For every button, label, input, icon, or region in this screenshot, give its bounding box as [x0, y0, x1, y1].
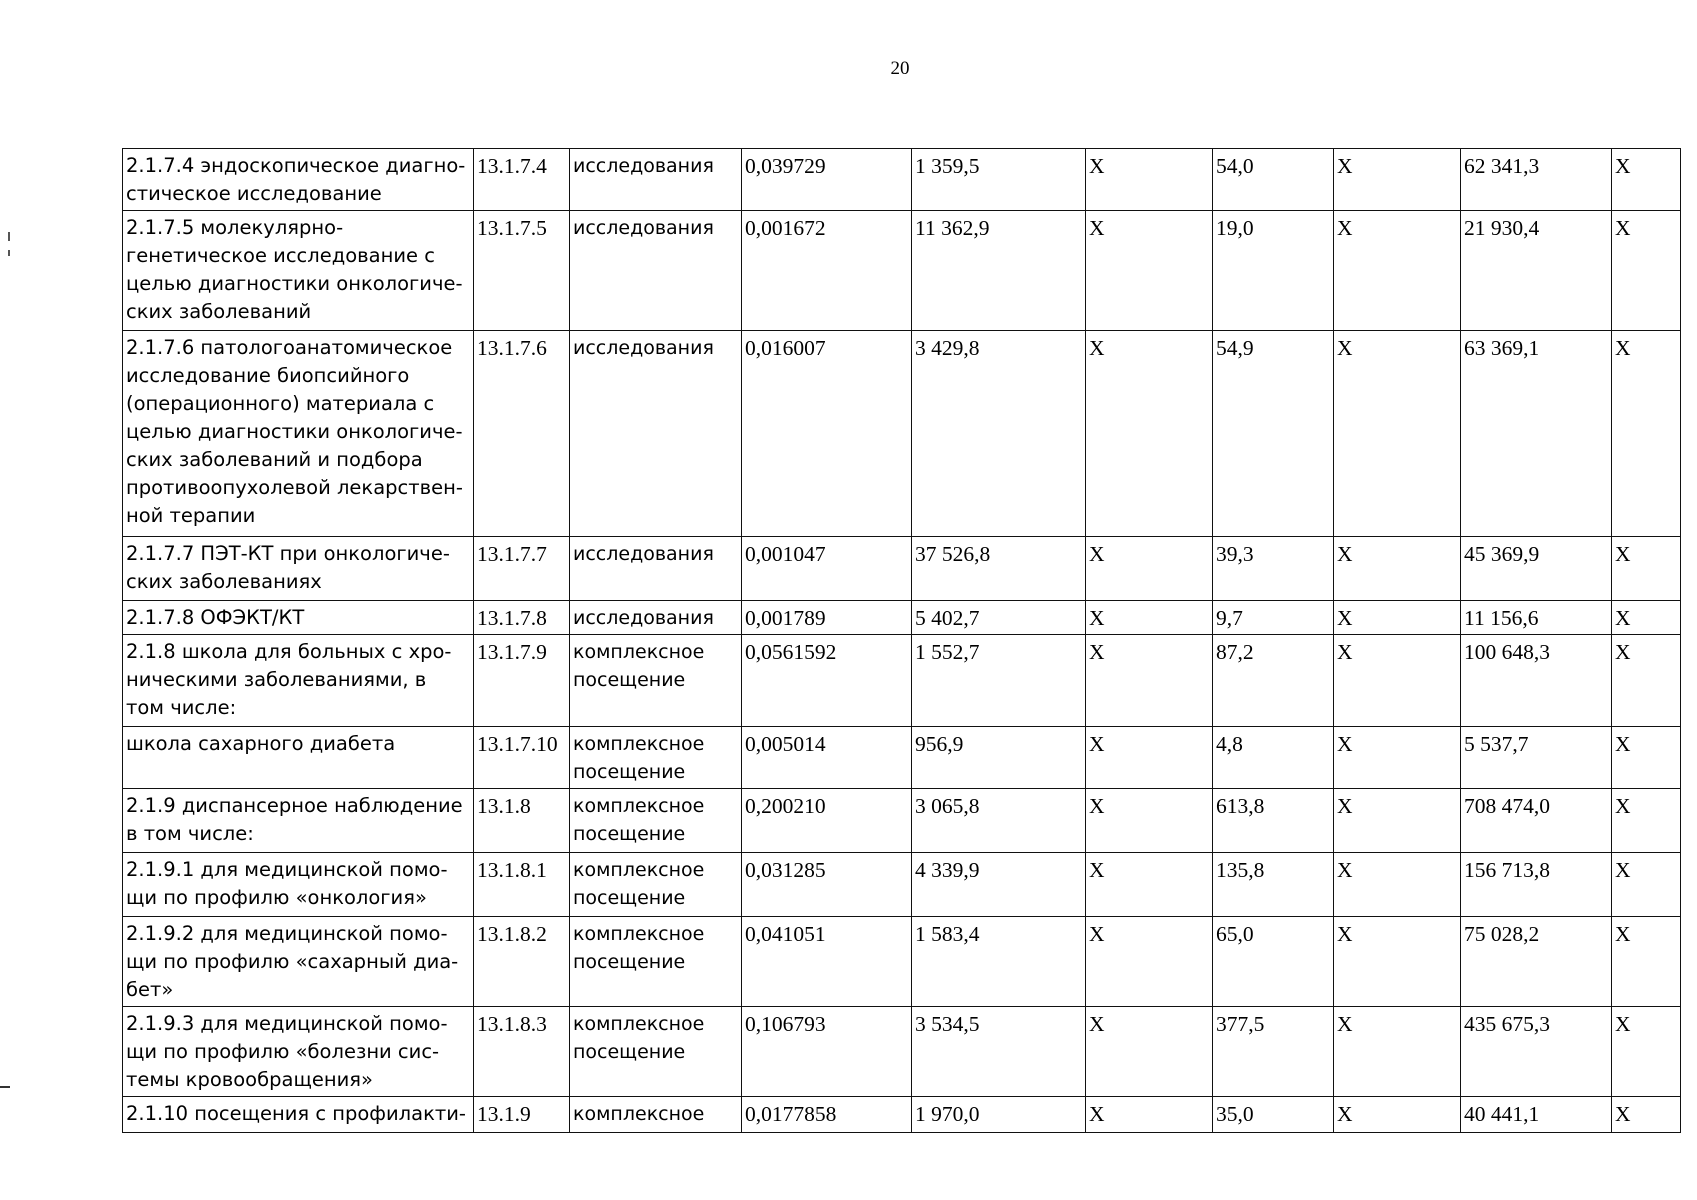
service-name-cell: 2.1.7.7 ПЭТ-КТ при онкологиче-ских заболеваниях — [123, 537, 474, 601]
x-mark-cell: Х — [1334, 331, 1461, 537]
norm-volume-cell: 0,106793 — [742, 1007, 912, 1097]
per-capita-cell: 65,0 — [1213, 917, 1334, 1007]
unit-cell: комплексное посещение — [570, 917, 742, 1007]
unit-cell: исследования — [570, 149, 742, 211]
cost-per-unit-cell: 1 583,4 — [912, 917, 1086, 1007]
service-name-cell: 2.1.7.4 эндоскопическое диагно-стическое исследование — [123, 149, 474, 211]
norm-volume-cell: 0,200210 — [742, 789, 912, 853]
unit-cell: комплексное посещение — [570, 853, 742, 917]
x-mark-cell: Х — [1612, 727, 1681, 789]
x-mark-cell: Х — [1612, 789, 1681, 853]
table-row — [123, 331, 1681, 537]
x-mark-cell: Х — [1334, 1097, 1461, 1133]
scan-margin-mark — [8, 250, 10, 256]
norm-volume-cell: 0,0561592 — [742, 635, 912, 727]
total-cost-cell: 100 648,3 — [1461, 635, 1612, 727]
x-mark-cell: Х — [1086, 789, 1213, 853]
row-code-cell: 13.1.7.7 — [474, 537, 570, 601]
norm-volume-cell: 0,001672 — [742, 211, 912, 331]
norm-volume-cell: 0,016007 — [742, 331, 912, 537]
x-mark-cell: Х — [1086, 853, 1213, 917]
service-name-cell: 2.1.7.6 патологоанатомическое исследование биопсийного (операционного) материала с целью диагностики онкологиче-ских заболеваний и подбора противоопухолевой лекарствен-ной терапии — [123, 331, 474, 537]
row-code-cell: 13.1.8.3 — [474, 1007, 570, 1097]
norm-volume-cell: 0,005014 — [742, 727, 912, 789]
x-mark-cell: Х — [1612, 635, 1681, 727]
x-mark-cell: Х — [1612, 331, 1681, 537]
row-code-cell: 13.1.7.9 — [474, 635, 570, 727]
per-capita-cell: 4,8 — [1213, 727, 1334, 789]
cost-per-unit-cell: 3 534,5 — [912, 1007, 1086, 1097]
x-mark-cell: Х — [1086, 727, 1213, 789]
x-mark-cell: Х — [1612, 149, 1681, 211]
cost-per-unit-cell: 956,9 — [912, 727, 1086, 789]
total-cost-cell: 435 675,3 — [1461, 1007, 1612, 1097]
unit-cell: комплексное посещение — [570, 789, 742, 853]
row-code-cell: 13.1.8.2 — [474, 917, 570, 1007]
row-code-cell: 13.1.7.10 — [474, 727, 570, 789]
per-capita-cell: 135,8 — [1213, 853, 1334, 917]
cost-per-unit-cell: 5 402,7 — [912, 601, 1086, 635]
x-mark-cell: Х — [1612, 917, 1681, 1007]
unit-cell: исследования — [570, 331, 742, 537]
row-code-cell: 13.1.7.6 — [474, 331, 570, 537]
per-capita-cell: 54,0 — [1213, 149, 1334, 211]
table-row — [123, 853, 1681, 917]
x-mark-cell: Х — [1334, 917, 1461, 1007]
service-name-cell: 2.1.8 школа для больных с хро-ническими заболеваниями, в том числе: — [123, 635, 474, 727]
service-name-cell: 2.1.10 посещения с профилакти- — [123, 1097, 474, 1133]
total-cost-cell: 45 369,9 — [1461, 537, 1612, 601]
total-cost-cell: 5 537,7 — [1461, 727, 1612, 789]
norm-volume-cell: 0,031285 — [742, 853, 912, 917]
x-mark-cell: Х — [1334, 789, 1461, 853]
service-name-cell: 2.1.9.2 для медицинской помо-щи по профилю «сахарный диа-бет» — [123, 917, 474, 1007]
unit-cell: исследования — [570, 537, 742, 601]
row-code-cell: 13.1.7.8 — [474, 601, 570, 635]
table-row — [123, 149, 1681, 211]
service-name-cell: 2.1.9.3 для медицинской помо-щи по профилю «болезни сис-темы кровообращения» — [123, 1007, 474, 1097]
unit-cell: комплексное — [570, 1097, 742, 1133]
x-mark-cell: Х — [1334, 149, 1461, 211]
x-mark-cell: Х — [1086, 635, 1213, 727]
row-code-cell: 13.1.7.4 — [474, 149, 570, 211]
unit-cell: исследования — [570, 601, 742, 635]
unit-cell: комплексное посещение — [570, 635, 742, 727]
x-mark-cell: Х — [1086, 211, 1213, 331]
service-name-cell: 2.1.7.8 ОФЭКТ/КТ — [123, 601, 474, 635]
service-name-cell: школа сахарного диабета — [123, 727, 474, 789]
row-code-cell: 13.1.8.1 — [474, 853, 570, 917]
x-mark-cell: Х — [1086, 149, 1213, 211]
total-cost-cell: 75 028,2 — [1461, 917, 1612, 1007]
row-code-cell: 13.1.7.5 — [474, 211, 570, 331]
row-code-cell: 13.1.8 — [474, 789, 570, 853]
cost-per-unit-cell: 1 359,5 — [912, 149, 1086, 211]
total-cost-cell: 708 474,0 — [1461, 789, 1612, 853]
per-capita-cell: 9,7 — [1213, 601, 1334, 635]
cost-per-unit-cell: 1 552,7 — [912, 635, 1086, 727]
per-capita-cell: 613,8 — [1213, 789, 1334, 853]
scan-margin-mark — [8, 232, 10, 241]
total-cost-cell: 62 341,3 — [1461, 149, 1612, 211]
scan-margin-mark — [0, 1086, 10, 1088]
service-name-cell: 2.1.7.5 молекулярно-генетическое исследование с целью диагностики онкологиче-ских заболеваний — [123, 211, 474, 331]
norm-volume-cell: 0,041051 — [742, 917, 912, 1007]
x-mark-cell: Х — [1086, 601, 1213, 635]
norm-volume-cell: 0,001047 — [742, 537, 912, 601]
table-body — [123, 149, 1681, 1133]
cost-per-unit-cell: 11 362,9 — [912, 211, 1086, 331]
service-name-cell: 2.1.9 диспансерное наблюдение в том числе: — [123, 789, 474, 853]
total-cost-cell: 11 156,6 — [1461, 601, 1612, 635]
x-mark-cell: Х — [1086, 1097, 1213, 1133]
x-mark-cell: Х — [1086, 537, 1213, 601]
x-mark-cell: Х — [1334, 635, 1461, 727]
unit-cell: исследования — [570, 211, 742, 331]
per-capita-cell: 35,0 — [1213, 1097, 1334, 1133]
x-mark-cell: Х — [1334, 853, 1461, 917]
x-mark-cell: Х — [1334, 211, 1461, 331]
unit-cell: комплексное посещение — [570, 1007, 742, 1097]
total-cost-cell: 21 930,4 — [1461, 211, 1612, 331]
x-mark-cell: Х — [1086, 1007, 1213, 1097]
cost-per-unit-cell: 3 065,8 — [912, 789, 1086, 853]
x-mark-cell: Х — [1612, 1007, 1681, 1097]
x-mark-cell: Х — [1334, 1007, 1461, 1097]
table-row — [123, 917, 1681, 1007]
x-mark-cell: Х — [1334, 537, 1461, 601]
per-capita-cell: 377,5 — [1213, 1007, 1334, 1097]
service-name-cell: 2.1.9.1 для медицинской помо-щи по профилю «онкология» — [123, 853, 474, 917]
cost-per-unit-cell: 1 970,0 — [912, 1097, 1086, 1133]
table-row — [123, 1007, 1681, 1097]
total-cost-cell: 40 441,1 — [1461, 1097, 1612, 1133]
norm-volume-cell: 0,039729 — [742, 149, 912, 211]
x-mark-cell: Х — [1612, 1097, 1681, 1133]
table-row — [123, 789, 1681, 853]
table-row — [123, 1097, 1681, 1133]
x-mark-cell: Х — [1334, 727, 1461, 789]
cost-per-unit-cell: 3 429,8 — [912, 331, 1086, 537]
x-mark-cell: Х — [1334, 601, 1461, 635]
x-mark-cell: Х — [1086, 331, 1213, 537]
page-number: 20 — [890, 58, 910, 79]
table-row — [123, 635, 1681, 727]
unit-cell: комплексное посещение — [570, 727, 742, 789]
per-capita-cell: 54,9 — [1213, 331, 1334, 537]
per-capita-cell: 87,2 — [1213, 635, 1334, 727]
per-capita-cell: 39,3 — [1213, 537, 1334, 601]
cost-per-unit-cell: 4 339,9 — [912, 853, 1086, 917]
financing-table — [122, 148, 1681, 1133]
table-row — [123, 601, 1681, 635]
x-mark-cell: Х — [1612, 211, 1681, 331]
x-mark-cell: Х — [1612, 601, 1681, 635]
norm-volume-cell: 0,001789 — [742, 601, 912, 635]
table-row — [123, 537, 1681, 601]
x-mark-cell: Х — [1612, 853, 1681, 917]
total-cost-cell: 156 713,8 — [1461, 853, 1612, 917]
total-cost-cell: 63 369,1 — [1461, 331, 1612, 537]
cost-per-unit-cell: 37 526,8 — [912, 537, 1086, 601]
per-capita-cell: 19,0 — [1213, 211, 1334, 331]
table-row — [123, 727, 1681, 789]
row-code-cell: 13.1.9 — [474, 1097, 570, 1133]
x-mark-cell: Х — [1086, 917, 1213, 1007]
x-mark-cell: Х — [1612, 537, 1681, 601]
table-row — [123, 211, 1681, 331]
norm-volume-cell: 0,0177858 — [742, 1097, 912, 1133]
